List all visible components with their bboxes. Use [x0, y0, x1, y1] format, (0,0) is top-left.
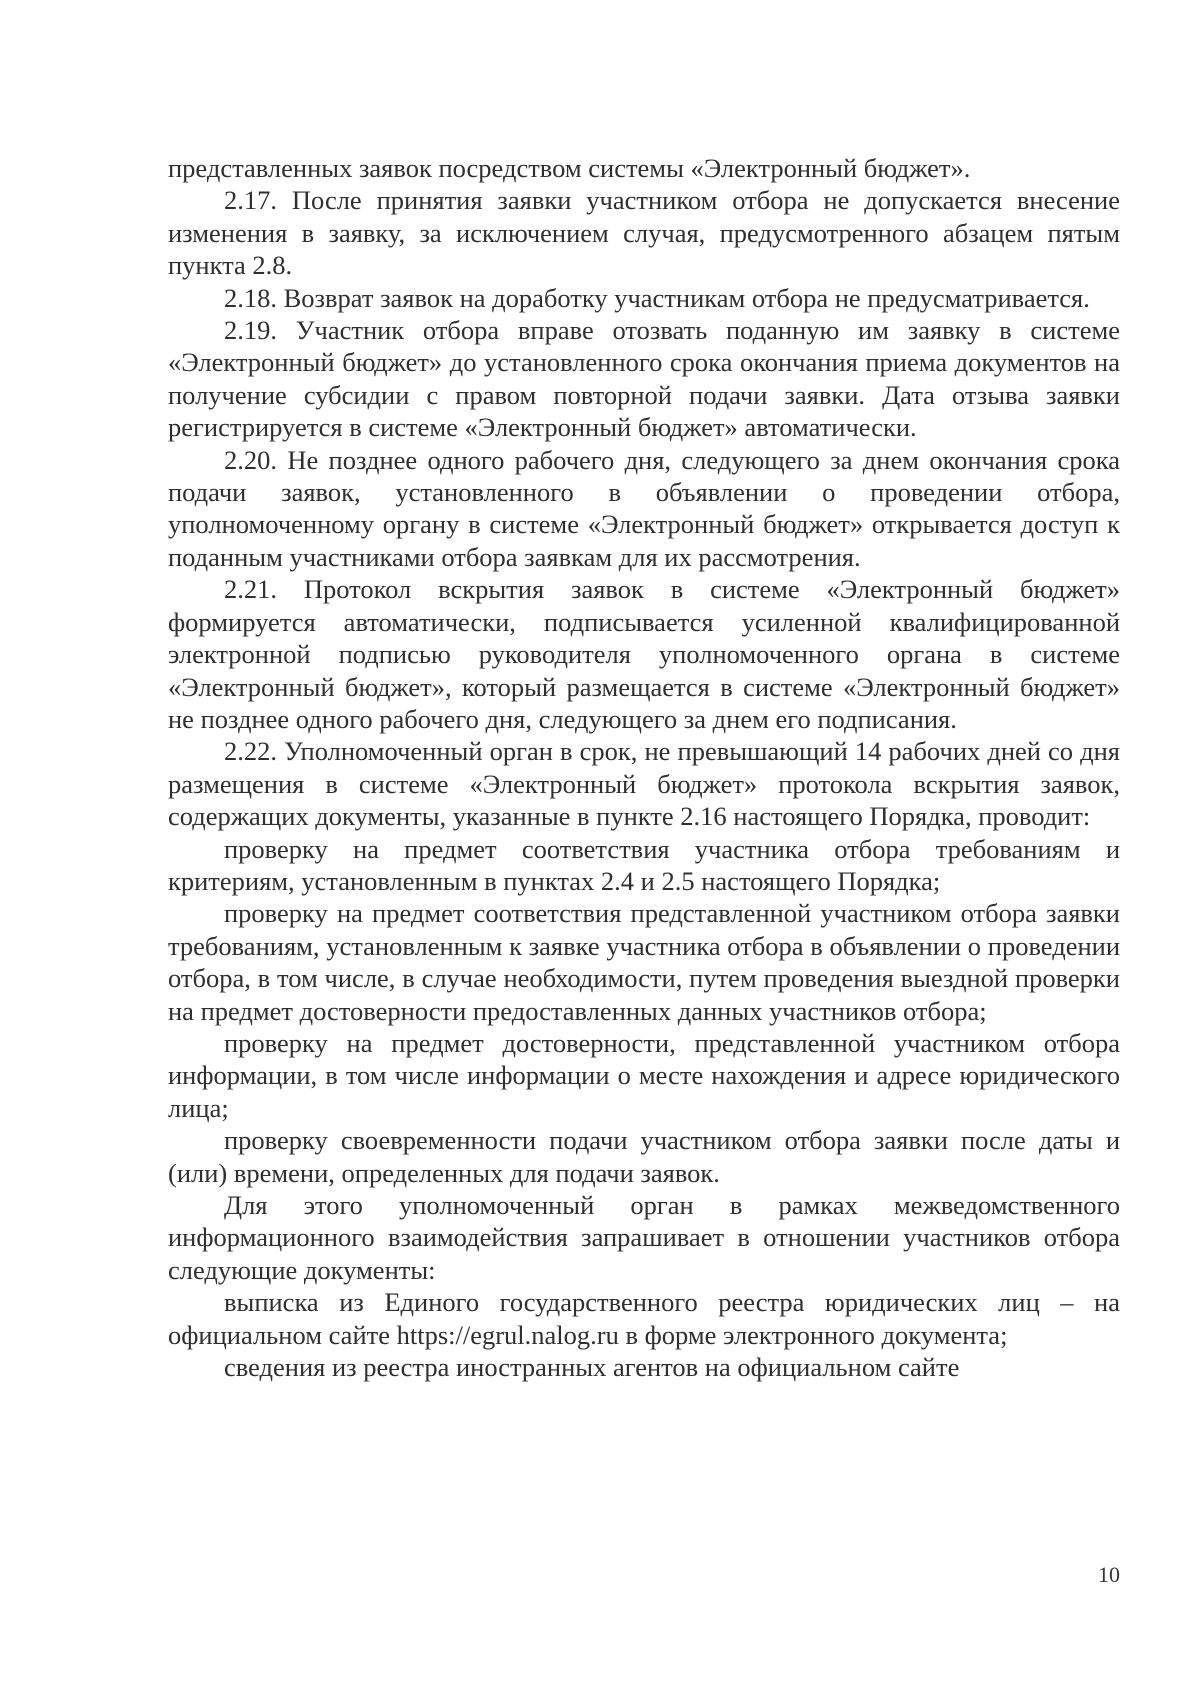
list-item-foreign-agents-registry: сведения из реестра иностранных агентов на официальном сайте [224, 1352, 960, 1383]
paragraph-2-20: 2.20. Не позднее одного рабочего дня, следующего за днем окончания срока подачи заявок, установленного в объявлении о проведении отбора, уполномоченному органу в системе «Электронный бюджет» открывается доступ к поданным участниками отбора заявкам для их рассмотрения. [168, 444, 1120, 572]
list-item-egrul-extract: выписка из Единого государственного реестра юридических лиц – на официальном сайте https://egrul.nalog.ru в форме электронного документа; [168, 1287, 1120, 1350]
paragraph-2-17: 2.17. После принятия заявки участником отбора не допускается внесение изменения в заявку, за исключением случая, предусмотренного абзацем пятым пункта 2.8. [168, 185, 1120, 281]
list-item-check-criteria: проверку на предмет соответствия участника отбора требованиям и критериям, установленным в пунктах 2.4 и 2.5 настоящего Порядка; [168, 833, 1120, 896]
paragraph-interagency-request: Для этого уполномоченный орган в рамках межведомственного информационного взаимодействия запрашивает в отношении участников отбора следующие документы: [168, 1190, 1120, 1285]
page-number: 10 [1098, 1562, 1120, 1587]
list-item-check-application: проверку на предмет соответствия представленной участником отбора заявки требованиям, установленным к заявке участника отбора в объявлении о проведении отбора, в том числе, в случае необходимости, путем проведения выездной проверки на предмет достоверности предоставленных данных участников отбора; [168, 898, 1120, 1026]
paragraph-2-19: 2.19. Участник отбора вправе отозвать поданную им заявку в системе «Электронный бюджет» до установленного срока окончания приема документов на получение субсидии с правом повторной подачи заявки. Дата отзыва заявки регистрируется в системе «Электронный бюджет» автоматически. [168, 315, 1120, 443]
paragraph-2-18: 2.18. Возврат заявок на доработку участникам отбора не предусматривается. [224, 282, 1090, 313]
list-item-check-timeliness: проверку своевременности подачи участником отбора заявки после даты и (или) времени, определенных для подачи заявок. [168, 1125, 1120, 1188]
paragraph-continuation: представленных заявок посредством системы «Электронный бюджет». [168, 153, 971, 183]
paragraph-2-22: 2.22. Уполномоченный орган в срок, не превышающий 14 рабочих дней со дня размещения в системе «Электронный бюджет» протокола вскрытия заявок, содержащих документы, указанные в пункте 2.16 настоящего Порядка, проводит: [168, 736, 1120, 832]
document-body [168, 152, 1120, 1383]
paragraph-2-21: 2.21. Протокол вскрытия заявок в системе «Электронный бюджет» формируется автоматически, подписывается усиленной квалифицированной электронной подписью руководителя уполномоченного органа в системе «Электронный бюджет», который размещается в системе «Электронный бюджет» не позднее одного рабочего дня, следующего за днем его подписания. [168, 574, 1120, 734]
list-item-check-reliability: проверку на предмет достоверности, представленной участником отбора информации, в том числе информации о месте нахождения и адресе юридического лица; [168, 1027, 1120, 1123]
